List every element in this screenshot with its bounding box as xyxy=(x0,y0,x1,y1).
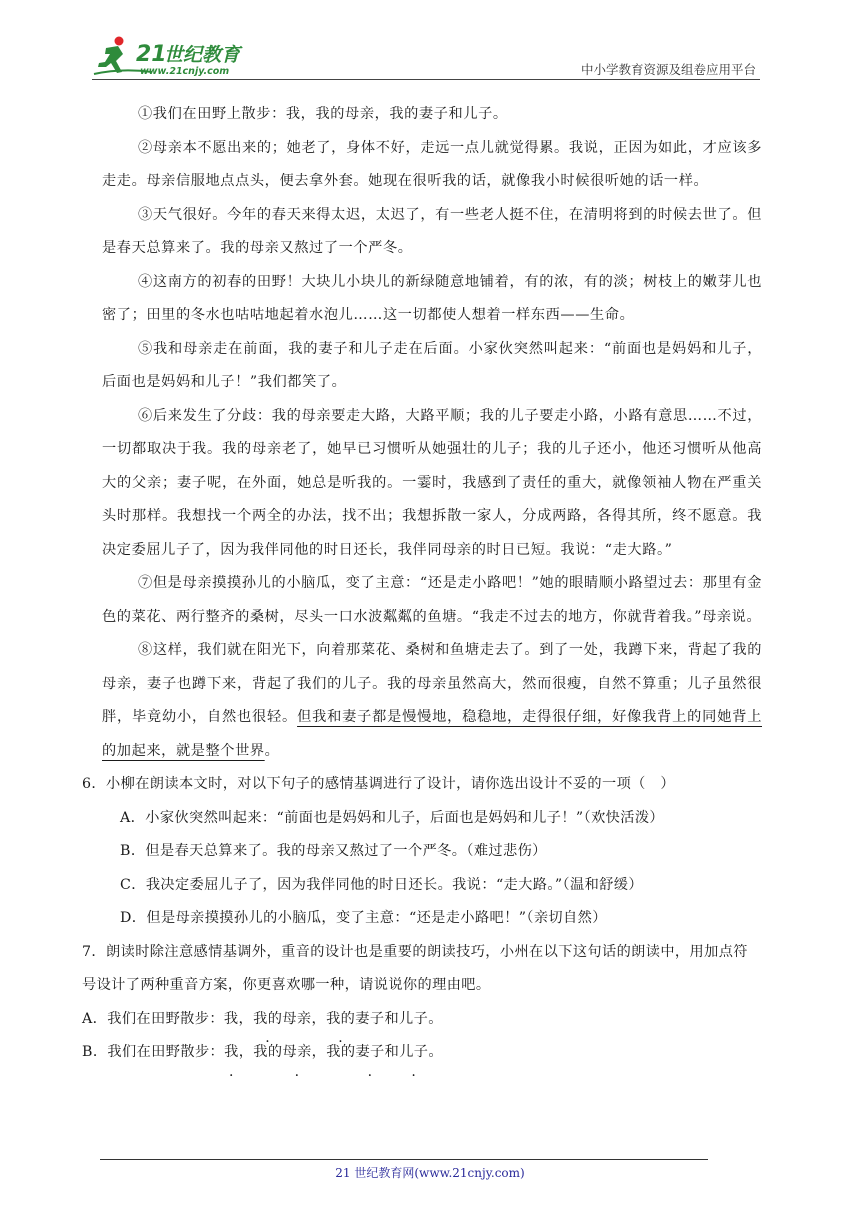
paragraph-5: ⑤我和母亲走在前面，我的妻子和儿子走在后面。小家伙突然叫起来：“前面也是妈妈和儿子，后面也是妈妈和儿子！”我们都笑了。 xyxy=(102,340,762,390)
option-b-seg: 和 xyxy=(384,1044,400,1060)
paragraph-6: ⑥后来发生了分歧：我的母亲要走大路，大路平顺；我的儿子要走小路，小路有意思……不过，一切都取决于我。我的母亲老了，她早已习惯听从她强壮的儿子；我的儿子还小，他还习惯听从他高大的父亲；妻子呢，在外面，她总是听我的。一霎时，我感到了责任的重大，就像领袖人物在严重关头时那样。我想找一个两全的办法，找不出；我想拆散一家人，分成两路，各得其所，终不愿意。我决定委屈儿子了，因为我伴同他的时日还长，我伴同母亲的时日已短。我说：“走大路。” xyxy=(102,407,762,558)
page-header xyxy=(92,34,760,80)
paragraph-8 xyxy=(102,634,762,768)
underlined-sentence: 但我和妻子都是慢慢地，稳稳地，走得很仔细，好像我背上的同她背上的加起来，就是整个世界 xyxy=(102,709,762,759)
svg-text:21: 21 xyxy=(136,42,167,67)
paragraph-8-text: ⑧这样，我们就在阳光下，向着那菜花、桑树和鱼塘走去了。到了一处，我蹲下来，背起了我的母亲，妻子也蹲下来，背起了我们的儿子。我的母亲虽然高大，然而很瘦，自然不算重；儿子虽然很胖，毕竟幼小，自然也很轻。 xyxy=(102,642,762,725)
stressed-text: 我的 xyxy=(326,1010,356,1027)
page-content xyxy=(82,98,762,1070)
stressed-text: 儿子 xyxy=(399,1044,429,1060)
svg-text:www.21cnjy.com: www.21cnjy.com xyxy=(140,66,230,77)
footer-divider xyxy=(100,1159,708,1160)
option-a-seg: 母亲， xyxy=(282,1010,327,1027)
stressed-text: 母亲 xyxy=(282,1044,312,1060)
option-b-seg: 我们在田野散步： xyxy=(107,1044,225,1060)
question-7-option-a[interactable] xyxy=(82,1003,762,1037)
paragraph-7: ⑦但是母亲摸摸孙儿的小脑瓜，变了主意：“还是走小路吧！”她的眼睛顺小路望过去：那里有金色的菜花、两行整齐的桑树，尽头一口水波粼粼的鱼塘。“我走不过去的地方，你就背着我。”母亲说。 xyxy=(102,575,762,625)
site-logo xyxy=(92,34,262,78)
question-6-stem: 6．小柳在朗读本文时，对以下句子的感情基调进行了设计，请你选出设计不妥的一项（ ） xyxy=(82,776,675,792)
paragraph-3: ③天气很好。今年的春天来得太迟，太迟了，有一些老人挺不住，在清明将到的时候去世了。但是春天总算来了。我的母亲又熬过了一个严冬。 xyxy=(102,206,762,256)
option-b-seg: ，我的 xyxy=(311,1044,356,1060)
footer-link[interactable]: 21 世纪教育网(www.21cnjy.com) xyxy=(335,1166,525,1180)
option-b-label: B． xyxy=(82,1044,108,1060)
stressed-text: 我的 xyxy=(253,1010,283,1027)
question-7-option-b[interactable] xyxy=(82,1036,762,1070)
question-6-option-c[interactable]: C．我决定委屈儿子了，因为我伴同他的时日还长。我说：“走大路。”（温和舒缓） xyxy=(120,876,643,893)
paragraph-1: ①我们在田野上散步：我，我的母亲，我的妻子和儿子。 xyxy=(138,106,508,122)
option-b-seg: ，我的 xyxy=(238,1044,283,1060)
platform-name: 中小学教育资源及组卷应用平台 xyxy=(580,62,756,77)
stressed-text: 我 xyxy=(224,1044,239,1060)
option-a-seg: 妻子和儿子。 xyxy=(355,1010,443,1027)
runner-logo-icon xyxy=(92,34,262,78)
stressed-text: 妻子 xyxy=(355,1044,385,1060)
question-6-option-a[interactable]: A．小家伙突然叫起来：“前面也是妈妈和儿子，后面也是妈妈和儿子！”（欢快活泼） xyxy=(120,809,665,826)
question-7-stem: 7．朗读时除注意感情基调外，重音的设计也是重要的朗读技巧，小州在以下这句话的朗读中，用加点符号设计了两种重音方案，你更喜欢哪一种，请说说你的理由吧。 xyxy=(82,943,748,993)
option-a-label: A． xyxy=(82,1010,108,1027)
question-6-option-b[interactable]: B．但是春天总算来了。我的母亲又熬过了一个严冬。（难过悲伤） xyxy=(120,843,547,859)
option-b-seg: 。 xyxy=(428,1044,443,1060)
paragraph-4: ④这南方的初春的田野！大块儿小块儿的新绿随意地铺着，有的浓，有的淡；树枝上的嫩芽儿也密了；田里的冬水也咕咕地起着水泡儿……这一切都使人想着一样东西——生命。 xyxy=(102,273,762,323)
option-a-seg: 我们在田野散步：我， xyxy=(107,1010,254,1027)
paragraph-2: ②母亲本不愿出来的；她老了，身体不好，走远一点儿就觉得累。我说，正因为如此，才应该多走走。母亲信服地点点头，便去拿外套。她现在很听我的话，就像我小时候很听她的话一样。 xyxy=(102,139,762,189)
question-6-option-d[interactable]: D．但是母亲摸摸孙儿的小脑瓜，变了主意：“还是走小路吧！”（亲切自然） xyxy=(120,910,607,926)
header-divider xyxy=(92,79,760,80)
paragraph-8-end: 。 xyxy=(264,742,280,759)
svg-text:世纪教育: 世纪教育 xyxy=(164,44,241,66)
